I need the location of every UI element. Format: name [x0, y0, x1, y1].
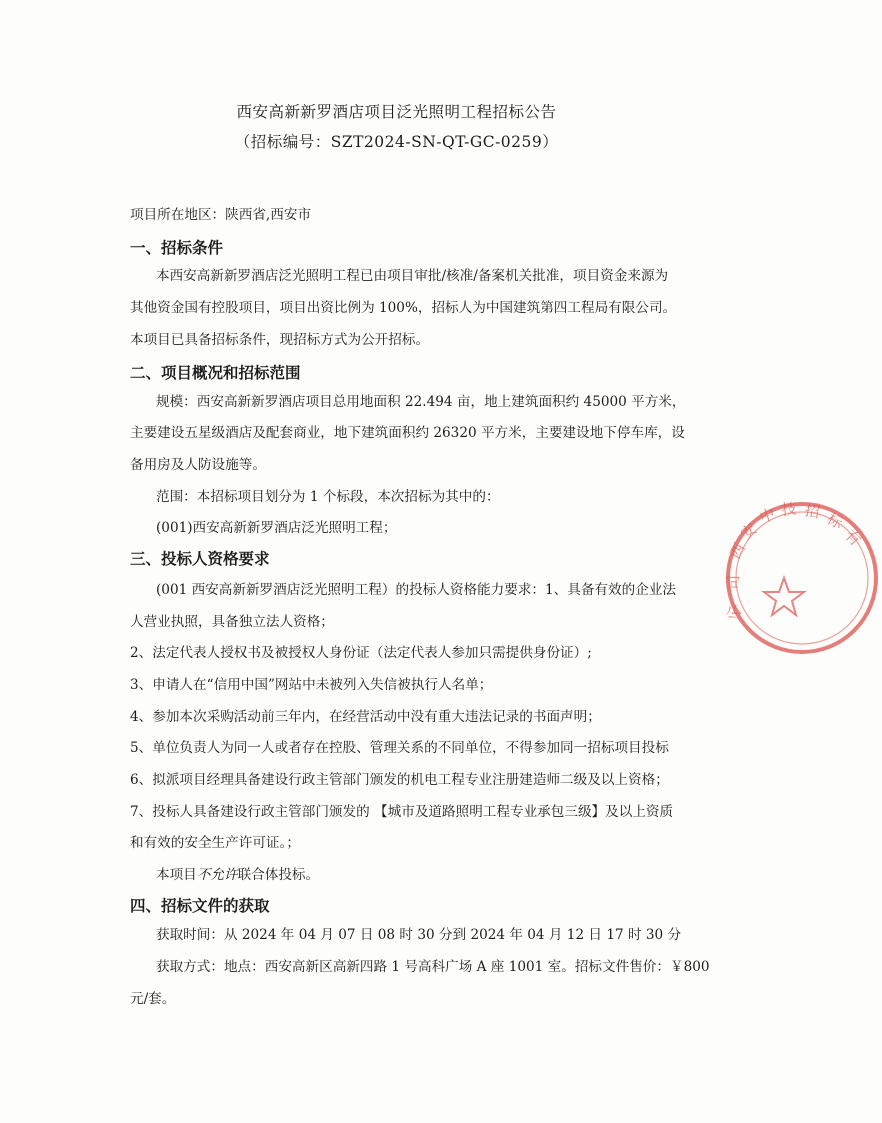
- seal-char: 有: [841, 526, 865, 550]
- section-3-line: 和有效的安全生产许可证。；: [130, 835, 300, 851]
- section-heading-1: 一、招标条件: [130, 239, 224, 257]
- seal-char: 技: [780, 499, 798, 519]
- consortium-line: [156, 865, 319, 885]
- section-4-line: 元/套。: [130, 991, 176, 1007]
- section-2-line: 范围：本招标项目划分为 1 个标段，本次招标为其中的：: [156, 489, 500, 505]
- section-3-line: 6、拟派项目经理具备建设行政主管部门颁发的机电工程专业注册建造师二级及以上资格；: [130, 772, 669, 788]
- consortium-not-allowed: 不允许: [196, 867, 238, 883]
- section-3-line: (001 西安高新新罗酒店泛光照明工程）的投标人资格能力要求：1、具备有效的企业法: [156, 582, 676, 598]
- section-3-line: 3、申请人在“信用中国”网站中未被列入失信被执行人名单；: [130, 677, 493, 693]
- section-2-line: 备用房及人防设施等。: [130, 457, 266, 473]
- company-seal: [722, 498, 882, 658]
- section-heading-4: 四、招标文件的获取: [130, 897, 270, 915]
- section-2-line: 主要建设五星级酒店及配套商业，地下建筑面积约 26320 平方米，主要建设地下停车库，设: [130, 425, 685, 441]
- section-3-line: 5、单位负责人为同一人或者存在控股、管理关系的不同单位，不得参加同一招标项目投标: [130, 740, 669, 756]
- seal-char: 标: [824, 509, 846, 533]
- section-2-line: (001)西安高新新罗酒店泛光照明工程；: [156, 520, 397, 536]
- section-4-line: 获取方式：地点：西安高新区高新四路 1 号高科广场 A 座 1001 室。招标文件售价：￥800: [156, 959, 710, 975]
- seal-char: 招: [803, 501, 822, 522]
- section-3-line: 人营业执照，具备独立法人资格；: [130, 614, 334, 630]
- section-3-line: 7、投标人具备建设行政主管部门颁发的 【城市及道路照明工程专业承包三级】及以上资质: [130, 804, 674, 820]
- consortium-suffix: 联合体投标。: [237, 867, 320, 883]
- section-2-line: 规模：西安高新新罗酒店项目总用地面积 22.494 亩，地上建筑面积约 45000 平方米，: [156, 394, 686, 410]
- consortium-prefix: 本项目: [156, 867, 197, 883]
- section-1-line: 本西安高新新罗酒店泛光照明工程已由项目审批/核准/备案机关批准，项目资金来源为: [156, 268, 669, 284]
- section-3-line: 2、法定代表人授权书及被授权人身份证（法定代表人参加只需提供身份证）;: [130, 645, 592, 661]
- seal-star: [764, 578, 804, 615]
- section-1-line: 本项目已具备招标条件，现招标方式为公开招标。: [130, 332, 430, 348]
- seal-char: 司: [724, 574, 742, 590]
- tender-number: （招标编号：SZT2024-SN-QT-GC-0259）: [234, 133, 559, 151]
- section-heading-2: 二、项目概况和招标范围: [130, 364, 301, 382]
- section-3-line: 4、参加本次采购活动前三年内，在经营活动中没有重大违法记录的书面声明；: [130, 709, 601, 725]
- document-title: 西安高新新罗酒店项目泛光照明工程招标公告: [236, 103, 557, 121]
- section-heading-3: 三、投标人资格要求: [130, 550, 270, 568]
- section-1-line: 其他资金国有控股项目，项目出资比例为 100%，招标人为中国建筑第四工程局有限公司。: [130, 300, 677, 316]
- seal-char: 安: [737, 519, 761, 544]
- section-4-line: 获取时间：从 2024 年 04 月 07 日 08 时 30 分到 2024 年 04 月 12 日 17 时 30 分: [156, 927, 682, 943]
- project-region: 项目所在地区：陕西省,西安市: [130, 207, 312, 223]
- seal-char: 公: [722, 600, 746, 623]
- seal-char: 西: [725, 539, 749, 562]
- seal-char: 中: [757, 504, 778, 527]
